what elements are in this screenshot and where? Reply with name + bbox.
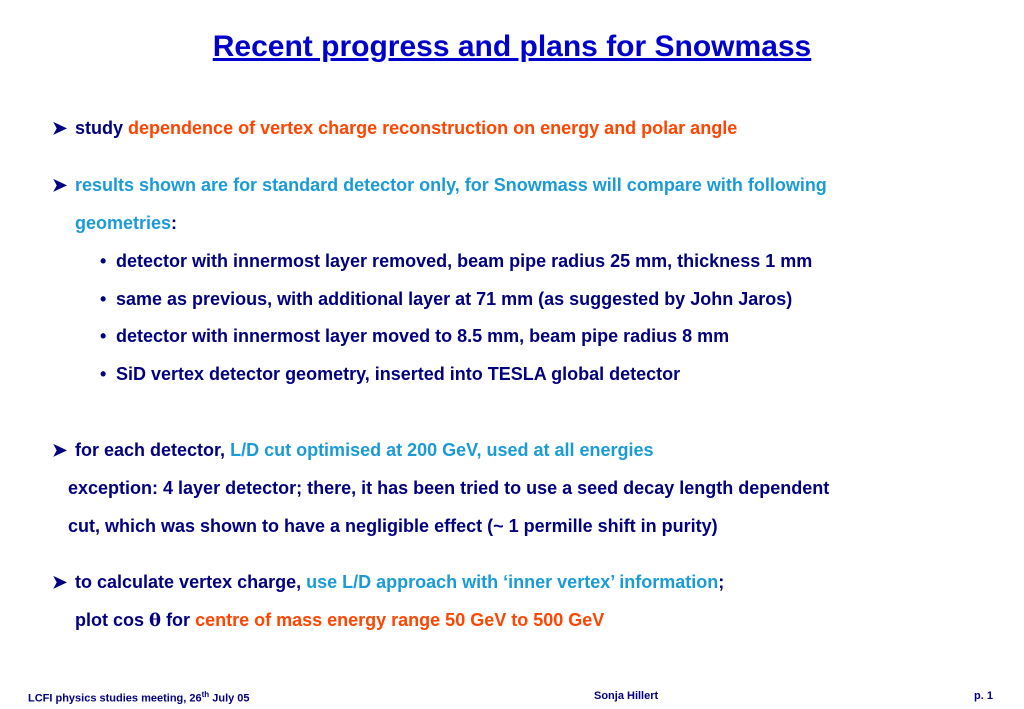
bullet-each-detector xyxy=(52,440,654,461)
geometry-item xyxy=(100,289,792,310)
bullet-results-text: results shown are for standard detector only, for Snowmass will compare with following xyxy=(75,175,827,195)
arrow-bullet-icon: ➤ xyxy=(52,118,68,138)
plot-cos-for: for xyxy=(166,610,191,630)
footer-page-number: p. 1 xyxy=(974,690,993,702)
bullet-each-detector-cut: L/D cut optimised at 200 GeV, used at all energies xyxy=(230,440,654,460)
geometry-item-text: SiD vertex detector geometry, inserted into TESLA global detector xyxy=(116,364,681,384)
exception-line-1: exception: 4 layer detector; there, it has been tried to use a seed decay length dependent xyxy=(68,478,830,498)
geometry-item-text: same as previous, with additional layer at 71 mm (as suggested by John Jaros) xyxy=(116,289,793,309)
bullet-study-topic: dependence of vertex charge reconstruction on energy and polar angle xyxy=(128,118,738,138)
footer-meeting xyxy=(28,690,250,705)
geometry-item xyxy=(100,364,680,385)
footer-author: Sonja Hillert xyxy=(594,690,659,702)
bullet-vertex-charge-approach: use L/D approach with ‘inner vertex’ information xyxy=(306,572,719,592)
bullet-dot-icon: • xyxy=(100,289,107,309)
geometry-item-text: detector with innermost layer moved to 8.5 mm, beam pipe radius 8 mm xyxy=(116,326,730,346)
geometry-item xyxy=(100,251,812,272)
bullet-vertex-charge xyxy=(52,572,724,593)
energy-range-text: centre of mass energy range 50 GeV to 500 GeV xyxy=(195,610,605,630)
arrow-bullet-icon: ➤ xyxy=(52,572,68,592)
arrow-bullet-icon: ➤ xyxy=(52,175,68,195)
bullet-results xyxy=(52,175,827,196)
exception-line-2: cut, which was shown to have a negligible effect (~ 1 permille shift in purity) xyxy=(68,516,718,536)
bullet-study-lead: study xyxy=(75,118,124,138)
footer-meeting-sup: th xyxy=(201,690,210,699)
theta-symbol: θ xyxy=(149,610,162,631)
arrow-bullet-icon: ➤ xyxy=(52,440,68,460)
plot-cos-line xyxy=(75,610,604,631)
footer-meeting-date: July 05 xyxy=(209,692,250,705)
bullet-results-geometries: geometries xyxy=(75,213,172,233)
geometry-item-text: detector with innermost layer removed, beam pipe radius 25 mm, thickness 1 mm xyxy=(116,251,813,271)
plot-cos-text: plot cos xyxy=(75,610,145,630)
bullet-results-cont xyxy=(75,213,177,234)
bullet-study xyxy=(52,118,737,139)
bullet-vertex-charge-lead: to calculate vertex charge, xyxy=(75,572,302,592)
bullet-vertex-charge-semicolon: ; xyxy=(718,572,725,592)
bullet-dot-icon: • xyxy=(100,326,107,346)
geometry-item xyxy=(100,326,729,347)
slide-title: Recent progress and plans for Snowmass xyxy=(212,30,812,63)
bullet-results-colon: : xyxy=(171,213,178,233)
bullet-dot-icon: • xyxy=(100,251,107,271)
bullet-dot-icon: • xyxy=(100,364,107,384)
bullet-each-detector-lead: for each detector, xyxy=(75,440,226,460)
footer-meeting-text: LCFI physics studies meeting, 26 xyxy=(28,692,202,705)
